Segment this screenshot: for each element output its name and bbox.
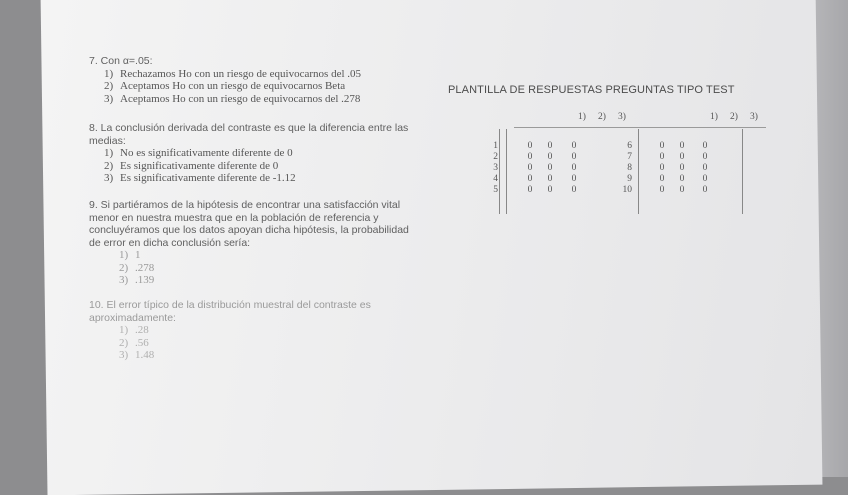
answer-cell[interactable]: 0 [659, 141, 665, 151]
answer-cell[interactable]: 0 [702, 185, 708, 195]
question-9 [89, 199, 409, 287]
q7-option-1[interactable]: 1) Rechazamos Ho con un riesgo de equivocarnos del .05 [104, 67, 362, 80]
header-col-1: 1) [710, 112, 718, 122]
row-divider [638, 129, 639, 214]
answer-cell[interactable]: 0 [527, 174, 533, 184]
answer-cell[interactable]: 0 [659, 152, 665, 162]
q9-option-2[interactable]: 2) .278 [119, 261, 155, 274]
answer-cell[interactable]: 0 [659, 174, 665, 184]
header-col-2: 2) [598, 112, 606, 122]
answer-cell[interactable]: 0 [679, 163, 685, 173]
q10-option-2[interactable]: 2) .56 [119, 336, 149, 349]
answer-cell[interactable]: 0 [527, 185, 533, 195]
answer-cell[interactable]: 0 [702, 141, 708, 151]
answer-cell[interactable]: 0 [679, 174, 685, 184]
question-8-stem-line-2: medias: [89, 134, 126, 147]
question-8-stem-line-1: 8. La conclusión derivada del contraste es que la diferencia entre las [89, 122, 409, 134]
answer-cell[interactable]: 0 [702, 174, 708, 184]
answer-cell[interactable]: 0 [571, 174, 577, 184]
answer-cell[interactable]: 0 [659, 163, 665, 173]
answer-cell[interactable]: 0 [547, 163, 553, 173]
answer-cell[interactable]: 0 [547, 152, 553, 162]
question-9-stem-line-3: concluyéramos que los datos apoyan dicha hipótesis, la probabilidad [89, 224, 409, 236]
answer-cell[interactable]: 0 [679, 152, 685, 162]
answer-cell[interactable]: 0 [527, 163, 533, 173]
question-9-stem-line-4: de error en dicha conclusión sería: [89, 236, 251, 249]
q10-option-1[interactable]: 1) .28 [119, 324, 149, 336]
question-10-stem-line-2: aproximadamente: [89, 311, 176, 324]
q8-option-3[interactable]: 3) Es significativamente diferente de -1.12 [104, 172, 296, 184]
answer-grid-left: 1) 2) 3) 1 0 0 0 2 0 0 0 3 0 0 0 4 0 0 0 5 0 0 0 [486, 110, 626, 210]
answer-cell[interactable]: 0 [547, 174, 553, 184]
question-9-stem-line-2: menor en nuestra muestra que en la población de referencia y [89, 211, 379, 224]
header-rule [638, 127, 766, 128]
question-7-stem: 7. Con α=.05: [89, 55, 153, 67]
answer-sheet-title: PLANTILLA DE RESPUESTAS PREGUNTAS TIPO TEST [448, 84, 735, 96]
header-col-1: 1) [578, 112, 586, 122]
q8-option-1[interactable]: 1) No es significativamente diferente de 0 [104, 147, 293, 159]
answer-cell[interactable]: 0 [571, 185, 577, 195]
answer-cell[interactable]: 0 [547, 141, 553, 151]
question-8 [89, 122, 408, 185]
answer-cell[interactable]: 0 [571, 152, 577, 162]
answer-cell[interactable]: 0 [571, 163, 577, 173]
q7-option-2[interactable]: 2) Aceptamos Ho con un riesgo de equivocarnos Beta [104, 80, 346, 92]
row-divider [499, 129, 500, 214]
column-divider [742, 129, 743, 214]
q9-option-3[interactable]: 3) .139 [119, 274, 155, 286]
question-7 [89, 55, 361, 105]
q8-option-2[interactable]: 2) Es significativamente diferente de 0 [104, 159, 279, 172]
q10-option-3[interactable]: 3) 1.48 [119, 349, 155, 361]
answer-cell[interactable]: 0 [527, 152, 533, 162]
answer-cell[interactable]: 0 [702, 152, 708, 162]
answer-cell[interactable]: 0 [547, 185, 553, 195]
answer-grid-right: 1) 2) 3) 6 0 0 0 7 0 0 0 8 0 0 0 9 0 0 0 10 0 0 0 [618, 110, 758, 210]
question-10 [89, 299, 371, 362]
header-col-3: 3) [618, 112, 626, 122]
q7-option-3[interactable]: 3) Aceptamos Ho con un riesgo de equivocarnos del .278 [104, 92, 361, 105]
answer-cell[interactable]: 0 [659, 185, 665, 195]
column-divider [506, 129, 507, 214]
header-col-3: 3) [750, 112, 758, 122]
q9-option-1[interactable]: 1) 1 [119, 249, 141, 261]
answer-cell[interactable]: 0 [702, 163, 708, 173]
header-col-2: 2) [730, 112, 738, 122]
question-9-stem-line-1: 9. Si partiéramos de la hipótesis de encontrar una satisfacción vital [89, 199, 401, 211]
answer-cell[interactable]: 0 [527, 141, 533, 151]
answer-cell[interactable]: 0 [679, 185, 685, 195]
answer-cell[interactable]: 0 [679, 141, 685, 151]
answer-cell[interactable]: 0 [571, 141, 577, 151]
question-10-stem-line-1: 10. El error típico de la distribución muestral del contraste es [89, 299, 371, 311]
